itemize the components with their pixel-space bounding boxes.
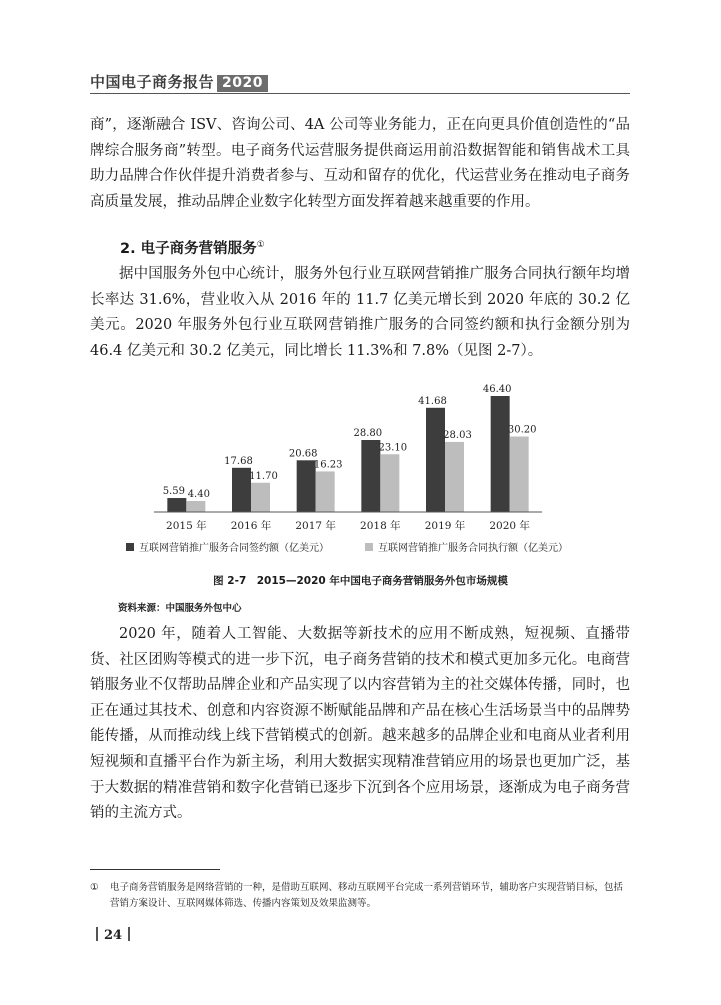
data-label-series-2-0: 4.40 — [187, 489, 210, 500]
header-year: 2020 — [217, 75, 268, 92]
section-title — [120, 237, 265, 258]
bar-series-1-1 — [232, 468, 251, 512]
data-label-series-1-4: 41.68 — [418, 395, 447, 407]
x-tick-label-1: 2016 年 — [230, 520, 272, 532]
legend-swatch-series-1 — [126, 543, 134, 551]
figure-source: 资料来源：中国服务外包中心 — [118, 603, 242, 614]
footnote — [90, 880, 630, 912]
legend-swatch-series-2 — [365, 543, 373, 551]
x-tick-label-4: 2019 年 — [424, 520, 466, 532]
data-label-series-1-3: 28.80 — [353, 428, 383, 439]
figure-caption: 图 2-7 2015—2020 年中国电子商务营销服务外包市场规模 — [213, 575, 508, 587]
x-tick-label-3: 2018 年 — [360, 520, 401, 532]
data-label-series-2-3: 23.10 — [378, 442, 408, 454]
bar-series-2-4 — [445, 442, 464, 512]
data-label-series-1-5: 46.40 — [482, 384, 512, 395]
paragraph-2: 据中国服务外包中心统计，服务外包行业互联网营销推广服务合同执行额年均增长率达 31.6%，营业收入从 2016 年的 11.7 亿美元增长到 2020 年底的 30.2 亿美元。2020 年服务外包行业互联网营销推广服务的合同签约额和执行金额分别为 46.4 亿美元和 30.2 亿美元，同比增长 11.3%和 7.8%（见图 2-7）。 — [90, 266, 630, 359]
x-tick-label-5: 2020 年 — [489, 520, 530, 532]
data-label-series-1-2: 20.68 — [288, 448, 318, 460]
bar-series-1-3 — [361, 440, 380, 512]
bar-series-1-0 — [167, 498, 186, 512]
bar-series-2-0 — [186, 501, 205, 512]
running-header — [90, 71, 268, 92]
bar-series-1-2 — [297, 460, 316, 512]
paragraph-1: 商”，逐渐融合 ISV、咨询公司、4A 公司等业务能力，正在向更具价值创造性的“品牌综合服务商”转型。电子商务代运营服务提供商运用前沿数据智能和销售战术工具助力品牌合作伙伴提升消费者参与、互动和留存的优化，代运营业务在推动电子商务高质量发展，推动品牌企业数字化转型方面发挥着越来越重要的作用。 — [90, 117, 630, 210]
x-tick-label-2: 2017 年 — [295, 520, 336, 532]
data-label-series-2-1: 11.70 — [249, 470, 278, 482]
page-number-bar-left — [96, 927, 98, 941]
data-label-series-2-2: 16.23 — [313, 459, 343, 471]
bar-series-2-3 — [380, 454, 399, 512]
paragraph-3: 2020 年，随着人工智能、大数据等新技术的应用不断成熟，短视频、直播带货、社区团购等模式的进一步下沉，电子商务营销的技术和模式更加多元化。电商营销服务业不仅帮助品牌企业和产品实现了以内容营销为主的社交媒体传播，同时，也正在通过其技术、创意和内容资源不断赋能品牌和产品在核心生活场景当中的品牌势能传播，从而推动线上线下营销模式的创新。越来越多的品牌企业和电商从业者利用短视频和直播平台作为新主场，利用大数据实现精准营销应用的场景也更加广泛，基于大数据的精准营销和数字化营销已逐步下沉到各个应用场景，逐渐成为电子商务营销的主流方式。 — [90, 626, 630, 822]
footnote-divider — [90, 869, 220, 870]
header-title: 中国电子商务报告 — [90, 73, 215, 91]
data-label-series-1-1: 17.68 — [224, 455, 253, 467]
page-number-value: 24 — [104, 928, 123, 943]
legend-label-series-1: 互联网营销推广服务合同签约额（亿美元） — [139, 543, 329, 554]
section-title-text: 2. 电子商务营销服务 — [120, 241, 257, 257]
data-label-series-2-4: 28.03 — [443, 429, 472, 441]
bar-series-2-1 — [251, 483, 270, 512]
header-divider — [90, 93, 630, 94]
bar-chart — [90, 370, 630, 570]
data-label-series-2-5: 30.20 — [507, 424, 537, 436]
footnote-text: 电子商务营销服务是网络营销的一种，是借助互联网、移动互联网平台完成一系列营销环节，辅助客户实现营销目标，包括营销方案设计、互联网媒体筛选、传播内容策划及效果监测等。 — [110, 882, 624, 909]
bar-series-1-5 — [491, 396, 510, 512]
data-label-series-1-0: 5.59 — [162, 486, 185, 498]
page-number — [90, 927, 136, 943]
page-number-bar-right — [128, 927, 130, 941]
bar-series-2-2 — [316, 471, 335, 512]
x-tick-label-0: 2015 年 — [166, 520, 207, 532]
bar-series-1-4 — [426, 408, 445, 512]
section-footnote-mark: ① — [256, 240, 265, 251]
footnote-mark: ① — [90, 882, 99, 893]
bar-series-2-5 — [510, 437, 529, 513]
legend-label-series-2: 互联网营销推广服务合同执行额（亿美元） — [378, 543, 568, 554]
